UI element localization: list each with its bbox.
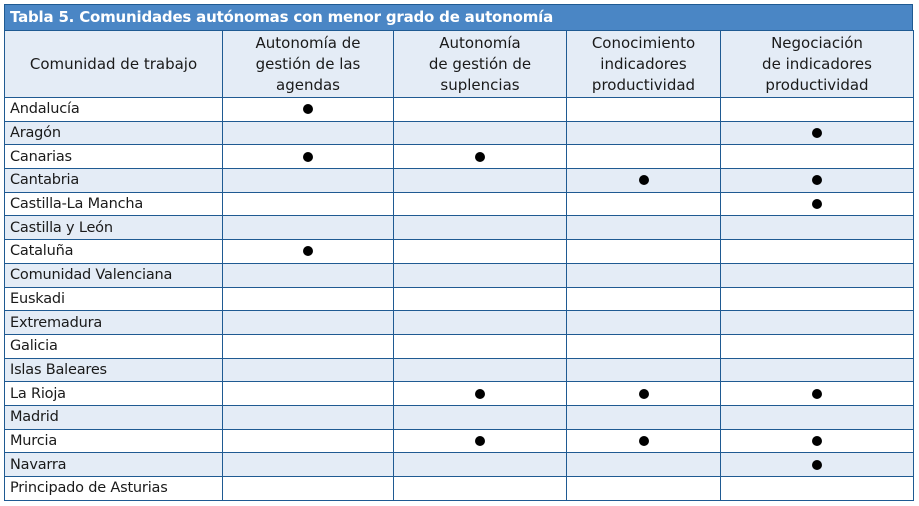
row-mark-cell (567, 98, 721, 122)
header-line: de gestión de (428, 54, 532, 73)
row-mark-cell (567, 429, 721, 453)
table-row (5, 98, 914, 122)
row-mark-cell (567, 334, 721, 358)
row-mark-cell (223, 121, 394, 145)
table-row (5, 263, 914, 287)
row-mark-cell (223, 453, 394, 477)
row-community-name: Extremadura (5, 311, 223, 335)
row-mark-cell (394, 405, 567, 429)
row-mark-cell (223, 169, 394, 193)
row-mark-cell (394, 121, 567, 145)
row-mark-cell (394, 169, 567, 193)
row-mark-cell (223, 192, 394, 216)
row-mark-cell (223, 145, 394, 169)
row-mark-cell (721, 453, 914, 477)
header-line: suplencias (440, 75, 520, 94)
row-community-name: Islas Baleares (5, 358, 223, 382)
table-row (5, 240, 914, 264)
row-mark-cell (567, 169, 721, 193)
row-community-name: Navarra (5, 453, 223, 477)
row-mark-cell (721, 192, 914, 216)
filled-circle-icon (812, 460, 822, 470)
row-mark-cell (223, 287, 394, 311)
row-mark-cell (394, 240, 567, 264)
table-row (5, 358, 914, 382)
row-mark-cell (721, 287, 914, 311)
row-mark-cell (721, 240, 914, 264)
row-mark-cell (223, 477, 394, 501)
row-community-name: Andalucía (5, 98, 223, 122)
filled-circle-icon (812, 128, 822, 138)
filled-circle-icon (303, 152, 313, 162)
row-mark-cell (394, 98, 567, 122)
row-mark-cell (721, 311, 914, 335)
header-row (5, 31, 914, 98)
header-autonomia-agendas (223, 31, 394, 98)
row-community-name: Murcia (5, 429, 223, 453)
table-row (5, 405, 914, 429)
filled-circle-icon (812, 199, 822, 209)
row-mark-cell (567, 405, 721, 429)
header-conocimiento-indicadores (567, 31, 721, 98)
header-line: agendas (276, 75, 340, 94)
row-mark-cell (394, 382, 567, 406)
filled-circle-icon (639, 175, 649, 185)
row-mark-cell (394, 145, 567, 169)
filled-circle-icon (303, 246, 313, 256)
row-mark-cell (394, 453, 567, 477)
filled-circle-icon (812, 175, 822, 185)
header-comunidad (5, 31, 223, 98)
table-row (5, 121, 914, 145)
filled-circle-icon (303, 104, 313, 114)
row-mark-cell (721, 382, 914, 406)
table-row (5, 216, 914, 240)
filled-circle-icon (475, 389, 485, 399)
header-line: Negociación (771, 33, 863, 52)
row-mark-cell (223, 240, 394, 264)
row-mark-cell (567, 240, 721, 264)
table-row (5, 453, 914, 477)
row-mark-cell (567, 287, 721, 311)
row-mark-cell (721, 121, 914, 145)
row-mark-cell (223, 429, 394, 453)
row-mark-cell (721, 358, 914, 382)
header-negociacion-indicadores (721, 31, 914, 98)
row-mark-cell (394, 287, 567, 311)
row-mark-cell (223, 311, 394, 335)
table-container (4, 4, 913, 501)
row-mark-cell (223, 98, 394, 122)
table-row (5, 382, 914, 406)
table-row (5, 311, 914, 335)
header-line: Autonomía (439, 33, 521, 52)
table-row (5, 145, 914, 169)
table-body (5, 98, 914, 501)
filled-circle-icon (639, 389, 649, 399)
row-mark-cell (223, 358, 394, 382)
row-mark-cell (721, 477, 914, 501)
row-community-name: Galicia (5, 334, 223, 358)
header-line: de indicadores (762, 54, 872, 73)
row-community-name: Comunidad Valenciana (5, 263, 223, 287)
row-mark-cell (567, 192, 721, 216)
header-line: productividad (765, 75, 869, 94)
filled-circle-icon (475, 436, 485, 446)
header-line: gestión de las (255, 54, 361, 73)
row-mark-cell (567, 263, 721, 287)
autonomy-table (4, 30, 914, 501)
row-mark-cell (721, 334, 914, 358)
row-community-name: Euskadi (5, 287, 223, 311)
row-mark-cell (223, 382, 394, 406)
table-row (5, 429, 914, 453)
row-mark-cell (721, 429, 914, 453)
header-line: productividad (591, 75, 696, 94)
row-community-name: Principado de Asturias (5, 477, 223, 501)
header-line: indicadores (600, 54, 687, 73)
table-row (5, 192, 914, 216)
row-mark-cell (394, 334, 567, 358)
row-mark-cell (394, 192, 567, 216)
row-mark-cell (223, 334, 394, 358)
header-line: Comunidad de trabajo (29, 54, 198, 73)
row-mark-cell (721, 169, 914, 193)
row-mark-cell (567, 311, 721, 335)
row-mark-cell (394, 216, 567, 240)
row-mark-cell (567, 358, 721, 382)
row-mark-cell (567, 145, 721, 169)
row-mark-cell (567, 477, 721, 501)
row-mark-cell (721, 263, 914, 287)
header-line: Autonomía de (255, 33, 361, 52)
header-autonomia-suplencias (394, 31, 567, 98)
row-mark-cell (567, 453, 721, 477)
filled-circle-icon (812, 389, 822, 399)
table-title: Tabla 5. Comunidades autónomas con menor grado de autonomía (4, 4, 913, 30)
row-community-name: Madrid (5, 405, 223, 429)
filled-circle-icon (475, 152, 485, 162)
row-community-name: Cataluña (5, 240, 223, 264)
table-row (5, 477, 914, 501)
row-mark-cell (567, 121, 721, 145)
row-mark-cell (394, 263, 567, 287)
row-mark-cell (721, 145, 914, 169)
row-community-name: Canarias (5, 145, 223, 169)
row-mark-cell (223, 263, 394, 287)
row-mark-cell (721, 98, 914, 122)
row-mark-cell (223, 405, 394, 429)
filled-circle-icon (639, 436, 649, 446)
row-community-name: Castilla y León (5, 216, 223, 240)
row-community-name: Castilla-La Mancha (5, 192, 223, 216)
header-line: Conocimiento (591, 33, 696, 52)
row-community-name: Aragón (5, 121, 223, 145)
row-mark-cell (394, 358, 567, 382)
table-row (5, 287, 914, 311)
row-mark-cell (394, 477, 567, 501)
table-row (5, 169, 914, 193)
row-mark-cell (223, 216, 394, 240)
row-community-name: Cantabria (5, 169, 223, 193)
filled-circle-icon (812, 436, 822, 446)
row-mark-cell (567, 382, 721, 406)
row-mark-cell (394, 429, 567, 453)
row-mark-cell (567, 216, 721, 240)
row-mark-cell (721, 216, 914, 240)
row-mark-cell (721, 405, 914, 429)
table-row (5, 334, 914, 358)
row-community-name: La Rioja (5, 382, 223, 406)
row-mark-cell (394, 311, 567, 335)
